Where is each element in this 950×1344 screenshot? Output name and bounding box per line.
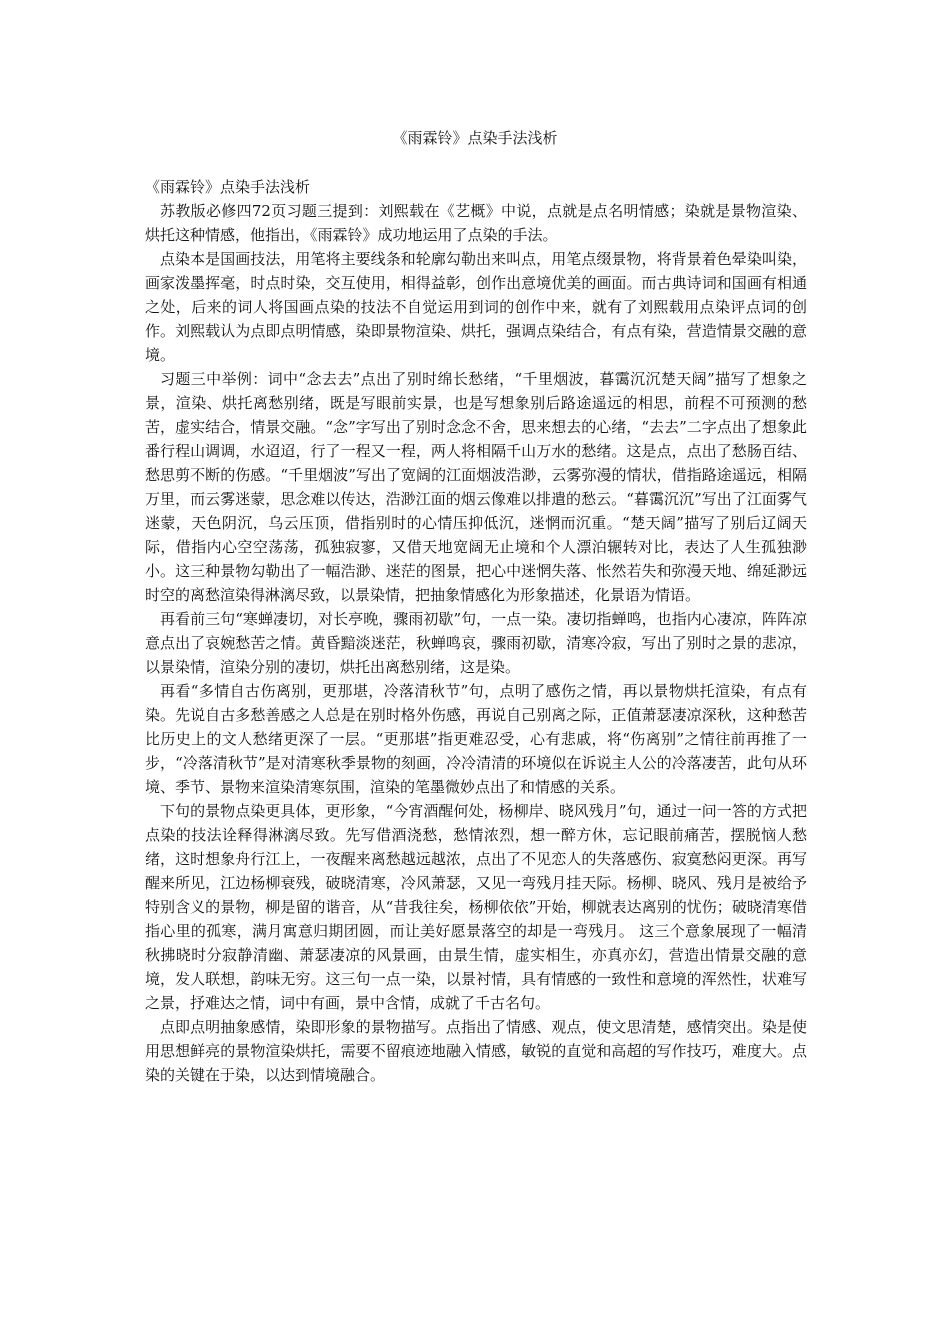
paragraph-technique: 点染本是国画技法，用笔将主要线条和轮廓勾勒出来叫点，用笔点缀景物，将背景着色晕染叫染，画家泼墨挥毫，时点时染，交互使用，相得益彰，创作出意境优美的画面。而古典诗词和国画有相通之处，后来的词人将国画点染的技法不自觉运用到词的创作中来，就有了刘熙载用点染评点词的创作。刘熙载认为点即点明情感，染即景物渲染、烘托，强调点染结合，有点有染，营造情景交融的意境。 <box>145 250 807 364</box>
paragraph-jinxiao: 下句的景物点染更具体，更形象，“今宵酒醒何处，杨柳岸、晓风残月”句，通过一问一答的方式把点染的技法诠释得淋漓尽致。先写借酒浇愁，愁情浓烈，想一醉方休，忘记眼前痛苦，摆脱恼人愁绪，这时想象舟行江上，一夜醒来离愁越远越浓，点出了不见恋人的失落感伤、寂寞愁闷更深。再写醒来所见，江边杨柳衰残，破晓清寒，冷风萧瑟，又见一弯残月挂天际。杨柳、晓风、残月是被给予特别含义的景物，柳是留的谐音，从“昔我往矣，杨柳依依”开始，柳就表达离别的忧伤；破晓清寒借指心里的孤寒，满月寓意归期团圆，而让美好愿景落空的却是一弯残月。 这三个意象展现了一幅清秋拂晓时分寂静清幽、萧瑟凄凉的风景画，由景生情，虚实相生，亦真亦幻，营造出情景交融的意境，发人联想，韵味无穷。这三句一点一染，以景衬情，具有情感的一致性和意境的浑然性，状难写之景，抒难达之情，词中有画，景中含情，成就了千古名句。 <box>145 802 807 1012</box>
paragraph-conclusion: 点即点明抽象感情，染即形象的景物描写。点指出了情感、观点，使文思清楚，感情突出。染是使用思想鲜亮的景物渲染烘托，需要不留痕迹地融入情感，敏锐的直觉和高超的写作技巧，难度大。点染的关键在于染，以达到情境融合。 <box>145 1018 807 1084</box>
body-heading: 《雨霖铃》点染手法浅析 <box>145 178 311 196</box>
paragraph-example: 习题三中举例：词中“念去去”点出了别时绵长愁绪，“千里烟波，暮霭沉沉楚天阔”描写了想象之景，渲染、烘托离愁别绪，既是写眼前实景，也是写想象别后路途遥远的相思，前程不可预测的愁苦，虚实结合，情景交融。“念”字写出了别时念念不舍，思来想去的心绪，“去去”二字点出了想象此番行程山调调，水迢迢，行了一程又一程，两人将相隔千山万水的愁绪。这是点，点出了愁肠百结、愁思剪不断的伤感。“千里烟波”写出了宽阔的江面烟波浩渺，云雾弥漫的情状，借指路途遥远，相隔万里，而云雾迷蒙，思念难以传达，浩渺江面的烟云像难以排遣的愁云。“暮霭沉沉”写出了江面雾气迷蒙，天色阴沉，乌云压顶，借指别时的心情压抑低沉，迷惘而沉重。“楚天阔”描写了别后辽阔天际，借指内心空空荡荡，孤独寂寥，又借天地宽阔无止境和个人漂泊辗转对比，表达了人生孤独渺小。这三种景物勾勒出了一幅浩渺、迷茫的图景，把心中迷惘失落、怅然若失和弥漫天地、绵延渺远时空的离愁渲染得淋漓尽致，以景染情，把抽象情感化为形象描述，化景语为情语。 <box>145 370 807 604</box>
paragraph-opening-lines: 再看前三句“寒蝉凄切，对长亭晚，骤雨初歇”句，一点一染。凄切指蝉鸣，也指内心凄凉，阵阵凉意点出了哀婉愁苦之情。黄昏黯淡迷茫，秋蝉鸣哀，骤雨初歇，清寒冷寂，写出了别时之景的悲凉，以景染情，渲染分别的凄切，烘托出离愁别绪，这是染。 <box>145 610 807 676</box>
paragraph-intro: 苏教版必修四72页习题三提到：刘熙载在《艺概》中说，点就是点名明情感；染就是景物渲染、烘托这种情感，他指出，《雨霖铃》成功地运用了点染的手法。 <box>145 202 807 244</box>
document-title: 《雨霖铃》点染手法浅析 <box>392 129 558 147</box>
document-body <box>145 175 807 1087</box>
paragraph-duoqing: 再看“多情自古伤离别，更那堪，冷落清秋节”句，点明了感伤之情，再以景物烘托渲染，有点有染。先说自古多愁善感之人总是在别时格外伤感，再说自己别离之际，正值萧瑟凄凉深秋，这种愁苦比历史上的文人愁绪更深了一层。“更那堪”指更难忍受，心有悲戚，将“伤离别”之情往前再推了一步，“冷落清秋节”是对清寒秋季景物的刻画，冷冷清清的环境似在诉说主人公的冷落凄苦，此句从环境、季节、景物来渲染清寒氛围，渲染的笔墨微妙点出了和情感的关系。 <box>145 682 807 796</box>
